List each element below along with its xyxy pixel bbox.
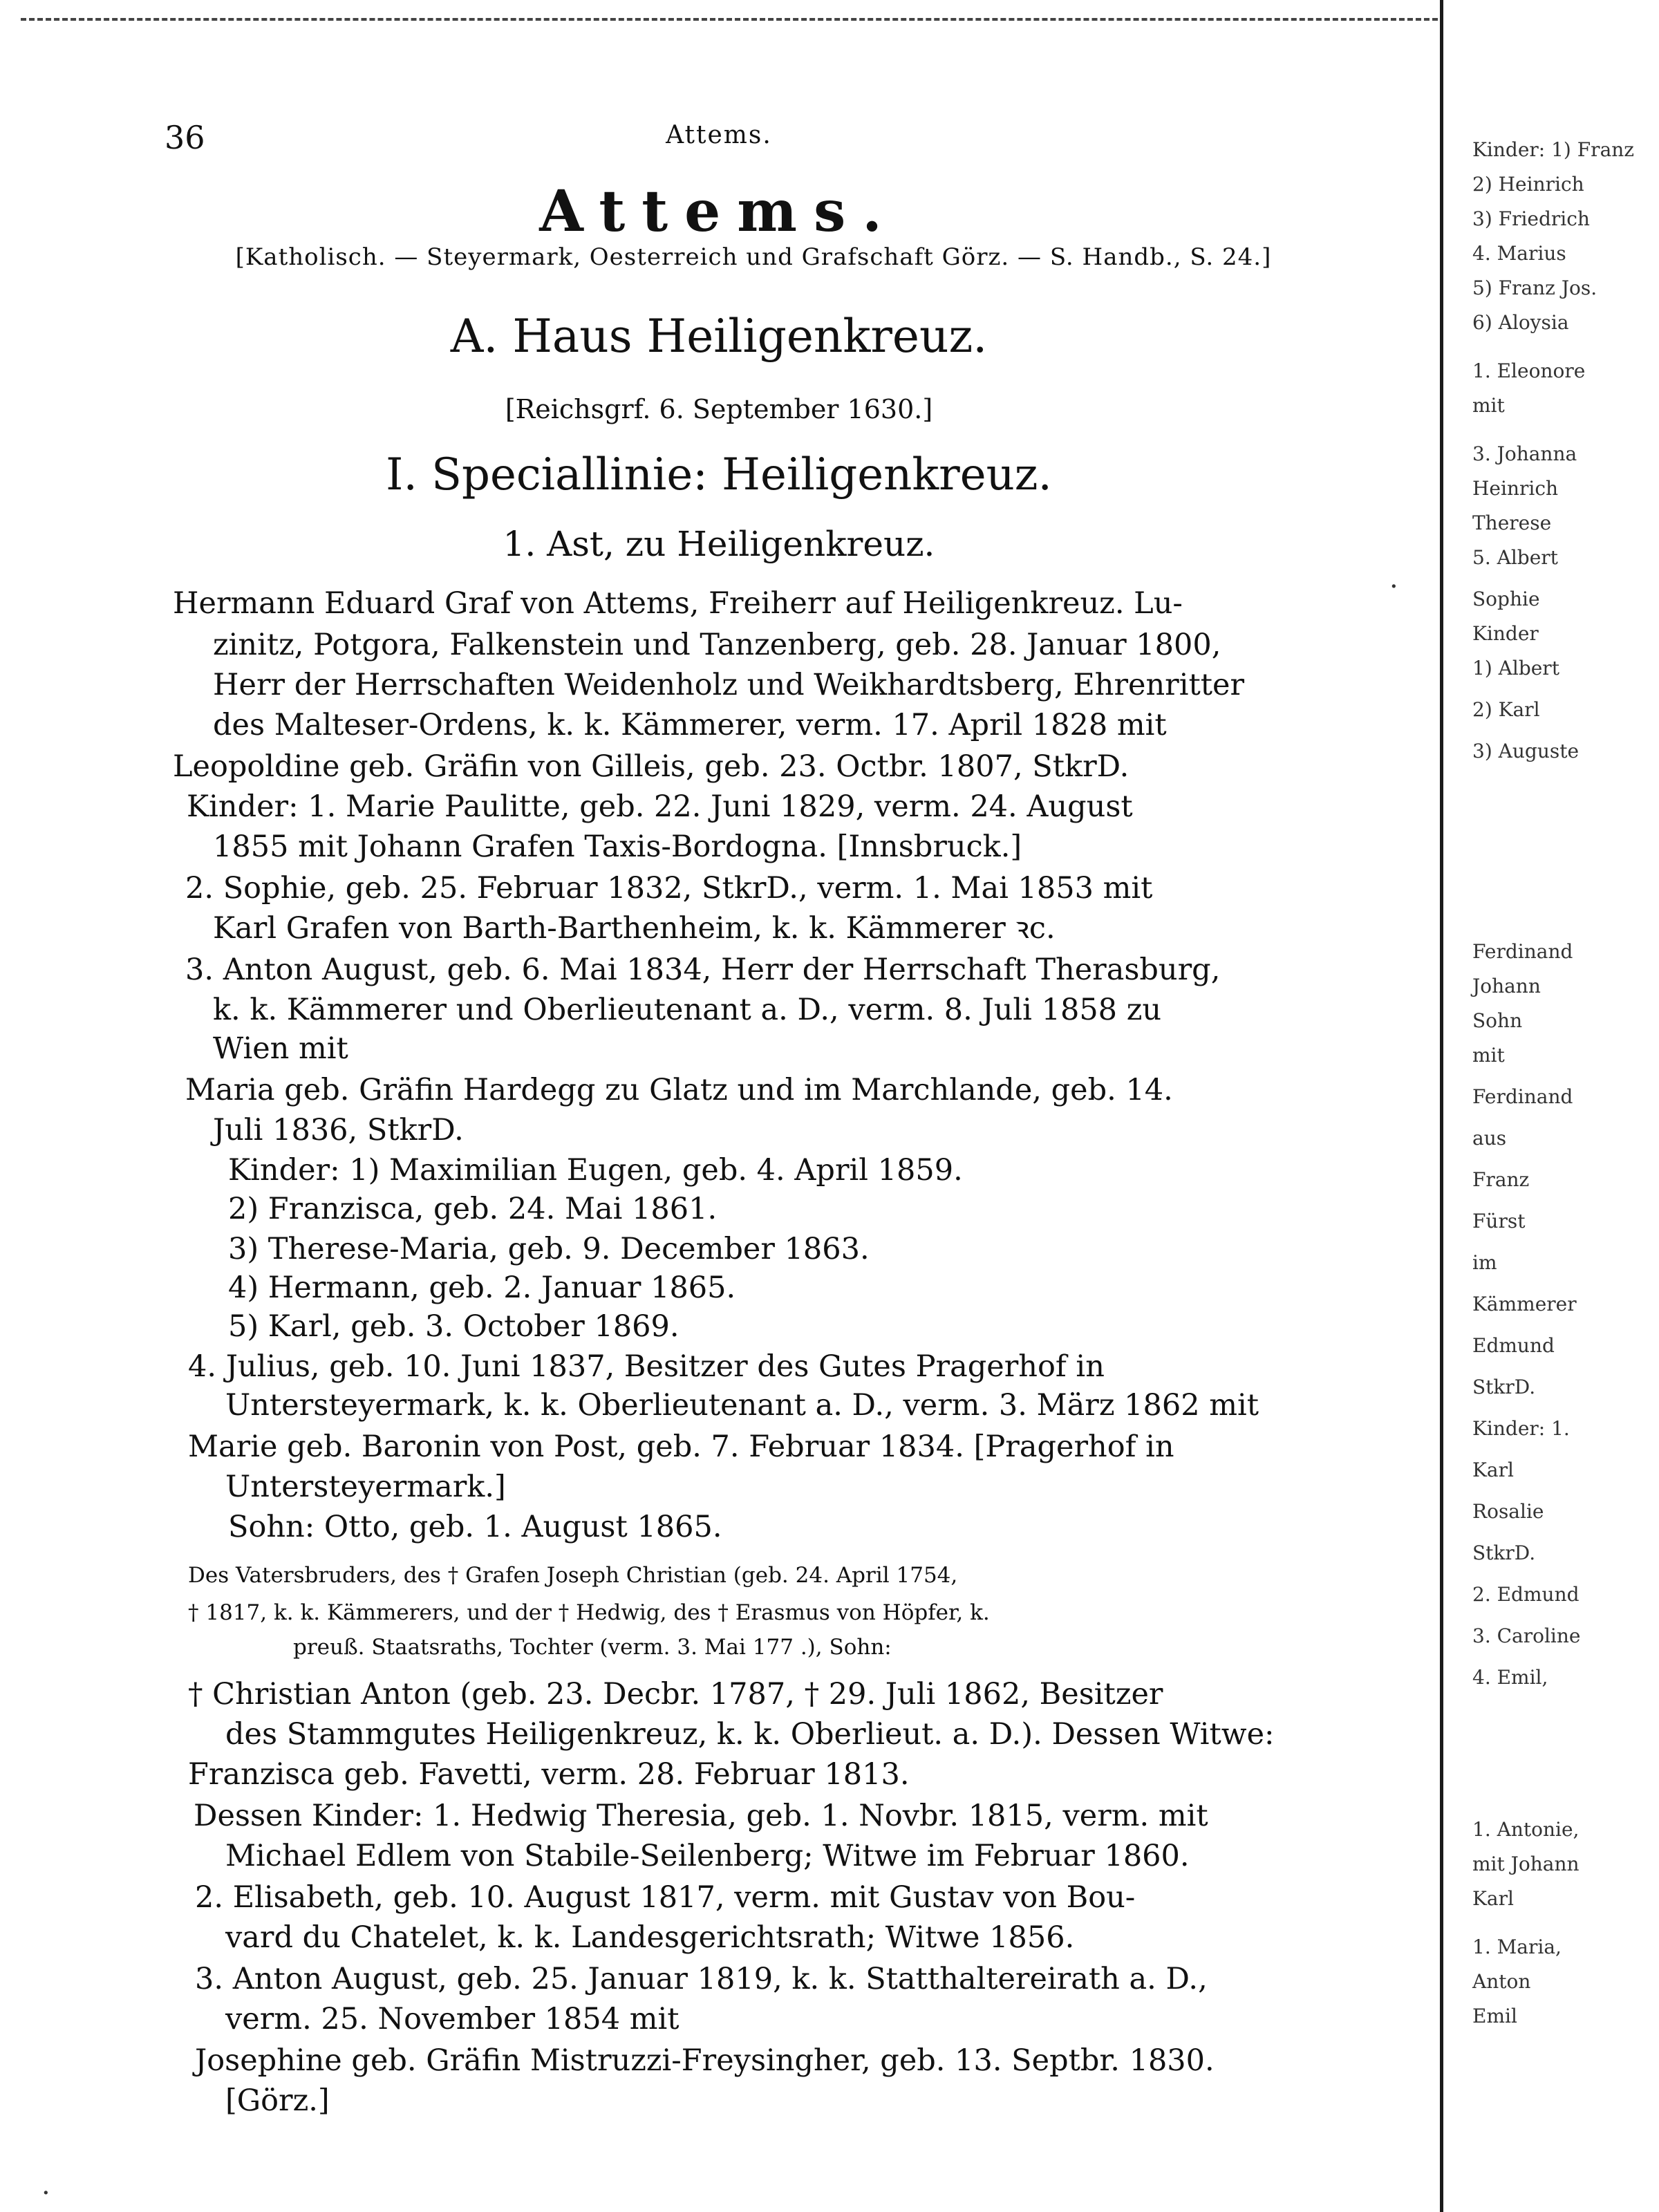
text-line: † 1817, k. k. Kämmerers, und der † Hedwig, des † Erasmus von Höpfer, k.	[188, 1600, 990, 1625]
margin-fragment: Rosalie	[1472, 1500, 1544, 1523]
margin-fragment: 1. Eleonore	[1472, 359, 1586, 382]
text-line: Leopoldine geb. Gräfin von Gilleis, geb. 23. Octbr. 1807, StkrD.	[173, 749, 1130, 784]
margin-fragment: 1. Maria,	[1472, 1936, 1562, 1958]
margin-fragment: Kinder: 1) Franz	[1472, 138, 1635, 161]
text-line: Dessen Kinder: 1. Hedwig Theresia, geb. 1. Novbr. 1815, verm. mit	[194, 1799, 1208, 1833]
margin-fragment: 3. Johanna	[1472, 442, 1577, 465]
text-line: preuß. Staatsraths, Tochter (verm. 3. Mai 177 .), Sohn:	[293, 1635, 892, 1660]
margin-fragment: Franz	[1472, 1168, 1530, 1191]
text-line: 3) Therese-Maria, geb. 9. December 1863.	[228, 1232, 870, 1266]
print-speck: ·	[41, 2177, 50, 2209]
text-line: des Malteser-Ordens, k. k. Kämmerer, verm. 17. April 1828 mit	[213, 708, 1167, 742]
text-line: 2) Franzisca, geb. 24. Mai 1861.	[228, 1192, 718, 1226]
margin-fragment: 6) Aloysia	[1472, 311, 1569, 334]
print-speck: ·	[1389, 571, 1398, 603]
text-line: Hermann Eduard Graf von Attems, Freiherr auf Heiligenkreuz. Lu-	[173, 586, 1183, 621]
margin-fragment: Emil	[1472, 2005, 1517, 2027]
text-line: 2. Sophie, geb. 25. Februar 1832, StkrD., verm. 1. Mai 1853 mit	[185, 871, 1153, 906]
margin-fragment: mit	[1472, 394, 1505, 417]
margin-fragment: 2. Edmund	[1472, 1583, 1580, 1606]
text-line: Josephine geb. Gräfin Mistruzzi-Freysingher, geb. 13. Septbr. 1830.	[195, 2043, 1215, 2078]
text-line: 5) Karl, geb. 3. October 1869.	[228, 1309, 679, 1344]
house-heading: A. Haus Heiligenkreuz.	[450, 310, 988, 363]
page-number: 36	[165, 119, 205, 156]
text-line: Michael Edlem von Stabile-Seilenberg; Witwe im Februar 1860.	[225, 1839, 1190, 1873]
margin-fragment: StkrD.	[1472, 1376, 1536, 1398]
text-line: [Görz.]	[225, 2083, 330, 2118]
margin-fragment: Ferdinand	[1472, 1085, 1573, 1108]
margin-fragment: Johann	[1472, 975, 1541, 997]
house-date: [Reichsgrf. 6. September 1630.]	[505, 394, 933, 424]
margin-fragment: Sohn	[1472, 1009, 1523, 1032]
margin-fragment: im	[1472, 1251, 1497, 1274]
margin-fragment: 4. Emil,	[1472, 1666, 1548, 1689]
text-line: Sohn: Otto, geb. 1. August 1865.	[228, 1510, 722, 1544]
margin-fragment: Ferdinand	[1472, 940, 1573, 963]
text-line: Herr der Herrschaften Weidenholz und Weikhardtsberg, Ehrenritter	[213, 668, 1245, 702]
facing-page-edge	[1452, 0, 1659, 2212]
margin-fragment: Fürst	[1472, 1210, 1526, 1232]
running-head: Attems.	[666, 121, 772, 149]
text-line: 2. Elisabeth, geb. 10. August 1817, verm. mit Gustav von Bou-	[195, 1880, 1136, 1915]
text-line: vard du Chatelet, k. k. Landesgerichtsrath; Witwe 1856.	[225, 1920, 1075, 1955]
text-line: des Stammgutes Heiligenkreuz, k. k. Oberlieut. a. D.). Dessen Witwe:	[225, 1717, 1275, 1752]
text-line: Untersteyermark, k. k. Oberlieutenant a. D., verm. 3. März 1862 mit	[225, 1388, 1259, 1423]
margin-fragment: Edmund	[1472, 1334, 1555, 1357]
margin-fragment: 3. Caroline	[1472, 1624, 1581, 1647]
binding-gutter-line	[1440, 0, 1443, 2212]
margin-fragment: 3) Auguste	[1472, 740, 1580, 762]
branch-heading: 1. Ast, zu Heiligenkreuz.	[503, 524, 935, 564]
margin-fragment: mit	[1472, 1044, 1505, 1067]
page-title: Attems.	[539, 178, 899, 245]
text-line: † Christian Anton (geb. 23. Decbr. 1787, † 29. Juli 1862, Besitzer	[188, 1677, 1163, 1712]
margin-fragment: Kinder	[1472, 622, 1539, 645]
margin-fragment: 5. Albert	[1472, 546, 1558, 569]
text-line: 4) Hermann, geb. 2. Januar 1865.	[228, 1271, 736, 1305]
margin-fragment: Kämmerer	[1472, 1293, 1577, 1315]
text-line: 1855 mit Johann Grafen Taxis-Bordogna. [Innsbruck.]	[213, 830, 1022, 864]
margin-fragment: Kinder: 1.	[1472, 1417, 1570, 1440]
text-line: zinitz, Potgora, Falkenstein und Tanzenberg, geb. 28. Januar 1800,	[213, 628, 1221, 662]
text-line: Juli 1836, StkrD.	[213, 1113, 464, 1147]
margin-fragment: 1. Antonie,	[1472, 1818, 1580, 1841]
text-line: Kinder: 1. Marie Paulitte, geb. 22. Juni 1829, verm. 24. August	[187, 789, 1133, 824]
text-line: Marie geb. Baronin von Post, geb. 7. Februar 1834. [Pragerhof in	[188, 1430, 1174, 1464]
text-line: Wien mit	[213, 1031, 348, 1066]
text-line: 4. Julius, geb. 10. Juni 1837, Besitzer des Gutes Pragerhof in	[188, 1349, 1105, 1384]
text-line: 3. Anton August, geb. 25. Januar 1819, k. k. Statthaltereirath a. D.,	[195, 1962, 1208, 1996]
text-line: Untersteyermark.]	[225, 1470, 506, 1504]
text-line: Maria geb. Gräfin Hardegg zu Glatz und im Marchlande, geb. 14.	[185, 1073, 1173, 1107]
margin-fragment: 5) Franz Jos.	[1472, 276, 1597, 299]
text-line: Karl Grafen von Barth-Barthenheim, k. k. Kämmerer ꝛc.	[213, 911, 1056, 946]
text-line: Franzisca geb. Favetti, verm. 28. Februar 1813.	[188, 1757, 910, 1792]
margin-fragment: Heinrich	[1472, 477, 1559, 500]
text-line: k. k. Kämmerer und Oberlieutenant a. D., verm. 8. Juli 1858 zu	[213, 993, 1162, 1027]
margin-fragment: StkrD.	[1472, 1541, 1536, 1564]
text-line: Kinder: 1) Maximilian Eugen, geb. 4. April 1859.	[228, 1153, 963, 1188]
margin-fragment: mit Johann	[1472, 1853, 1580, 1875]
page-subtitle: [Katholisch. — Steyermark, Oesterreich und Grafschaft Görz. — S. Handb., S. 24.]	[235, 243, 1272, 271]
text-line: verm. 25. November 1854 mit	[225, 2002, 679, 2036]
margin-fragment: aus	[1472, 1127, 1507, 1150]
text-line: 3. Anton August, geb. 6. Mai 1834, Herr der Herrschaft Therasburg,	[185, 953, 1221, 987]
margin-fragment: Sophie	[1472, 588, 1540, 610]
margin-fragment: 1) Albert	[1472, 657, 1559, 679]
margin-fragment: Anton	[1472, 1970, 1531, 1993]
margin-fragment: 2) Karl	[1472, 698, 1540, 721]
margin-fragment: Therese	[1472, 512, 1552, 534]
margin-fragment: 2) Heinrich	[1472, 173, 1584, 196]
margin-fragment: Karl	[1472, 1887, 1514, 1910]
special-line-heading: I. Speciallinie: Heiligenkreuz.	[386, 449, 1052, 500]
text-line: Des Vatersbruders, des † Grafen Joseph Christian (geb. 24. April 1754,	[188, 1563, 958, 1588]
margin-fragment: Karl	[1472, 1459, 1514, 1481]
margin-fragment: 4. Marius	[1472, 242, 1566, 265]
margin-fragment: 3) Friedrich	[1472, 207, 1590, 230]
